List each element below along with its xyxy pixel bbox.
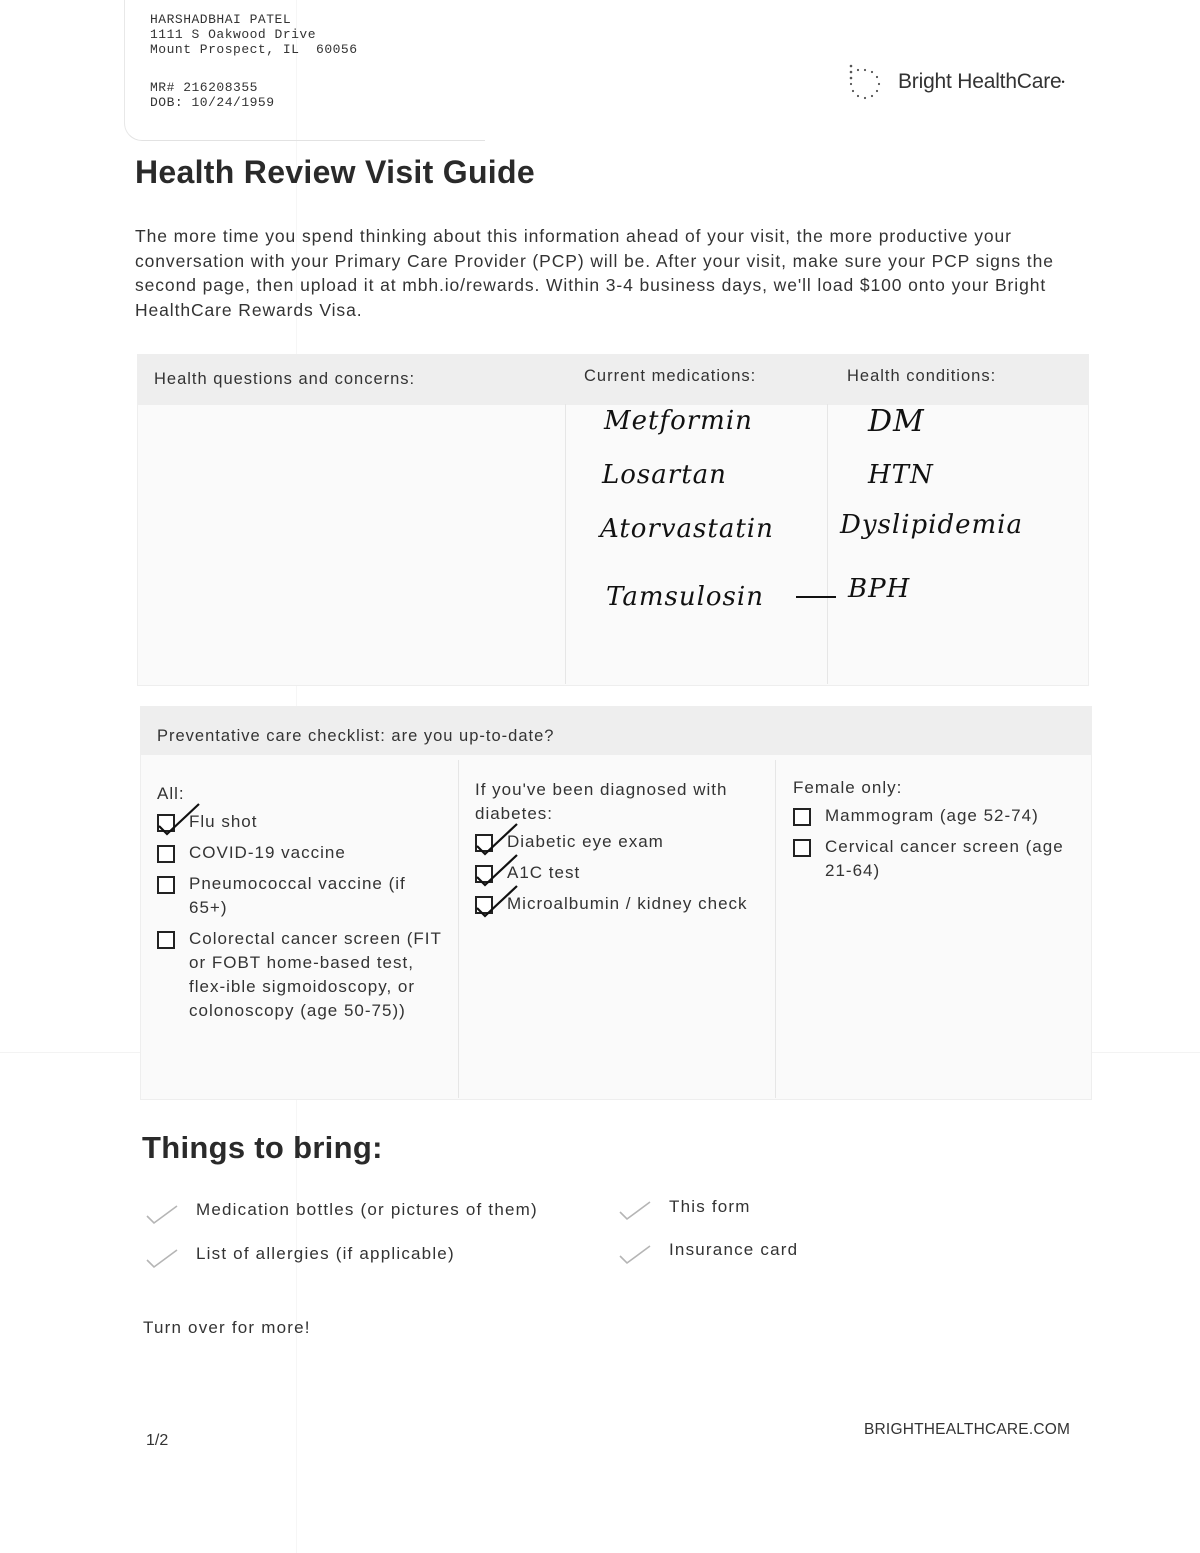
handwritten-check-icon [475, 884, 519, 918]
medication-entry: Metformin [604, 406, 753, 436]
handwritten-dash [796, 596, 836, 598]
condition-entry: BPH [848, 574, 911, 604]
column-heading: If you've been diagnosed with diabetes: [475, 780, 728, 823]
checklist-item-label: Cervical cancer screen (age 21-64) [825, 837, 1064, 880]
checklist-item-label: Colorectal cancer screen (FIT or FOBT home-based test, flex-ible sigmoidoscopy, or colonoscopy (age 50-75)) [189, 929, 442, 1020]
checklist-item-label: COVID-19 vaccine [189, 843, 346, 862]
handwritten-check-icon [157, 802, 201, 836]
intro-paragraph: The more time you spend thinking about this information ahead of your visit, the more productive your conversation with your Primary Care Provider (PCP) will be. After your visit, make sure your PCP signs the second page, then upload it at mbh.io/rewards. Within 3-4 business days, we'll load $100 onto your Bright HealthCare Rewards Visa. [135, 226, 1054, 320]
checklist-column-female [793, 776, 1083, 890]
bring-item: List of allergies (if applicable) [196, 1244, 455, 1263]
bring-item: This form [669, 1197, 751, 1216]
patient-dob: DOB: 10/24/1959 [150, 95, 275, 110]
checklist-item-label: Mammogram (age 52-74) [825, 806, 1039, 825]
check-mark-icon [145, 1204, 179, 1226]
medication-entry: Losartan [602, 460, 727, 490]
condition-entry: DM [868, 404, 925, 439]
checklist-column-diabetes [475, 778, 760, 923]
checkbox-checked[interactable] [475, 834, 493, 852]
patient-mrn: MR# 216208355 [150, 80, 258, 95]
checkbox-checked[interactable] [475, 865, 493, 883]
check-mark-icon [145, 1248, 179, 1270]
things-to-bring-heading: Things to bring: [142, 1130, 383, 1165]
patient-address-block [150, 12, 358, 110]
checkbox[interactable] [157, 845, 175, 863]
checklist-item [157, 927, 442, 1023]
medication-entry: Atorvastatin [600, 514, 774, 544]
column-divider [458, 760, 459, 1098]
column-heading: Female only: [793, 778, 903, 797]
bright-healthcare-logo [848, 62, 1065, 102]
checklist-item-label: Pneumococcal vaccine (if 65+) [189, 874, 406, 917]
checklist-item [157, 841, 442, 865]
checklist-item [793, 804, 1083, 828]
condition-entry: Dyslipidemia [840, 510, 1023, 540]
bring-item: Insurance card [669, 1240, 799, 1259]
check-mark-icon [618, 1244, 652, 1266]
checklist-column-all [157, 782, 442, 1030]
handwritten-check-icon [475, 853, 519, 887]
checklist-item [475, 830, 760, 854]
checklist-item-label: Diabetic eye exam [507, 832, 664, 851]
checkbox-checked[interactable] [475, 896, 493, 914]
checkbox[interactable] [157, 931, 175, 949]
column-divider [827, 404, 828, 684]
bright-dots-icon [848, 62, 886, 102]
col-header-conditions: Health conditions: [847, 367, 997, 385]
col-header-medications: Current medications: [584, 367, 757, 385]
col-header-questions: Health questions and concerns: [154, 370, 416, 388]
checklist-item [475, 861, 760, 885]
checkbox-checked[interactable] [157, 814, 175, 832]
checklist-item-label: Microalbumin / kidney check [507, 894, 748, 913]
checkbox[interactable] [793, 839, 811, 857]
website-link[interactable]: BRIGHTHEALTHCARE.COM [864, 1421, 1071, 1438]
patient-address-line-2: Mount Prospect, IL 60056 [150, 42, 358, 57]
checklist-item [475, 892, 760, 916]
medication-entry: Tamsulosin [606, 582, 764, 612]
checklist-title: Preventative care checklist: are you up-to-date? [157, 727, 555, 745]
turn-over-note: Turn over for more! [143, 1318, 311, 1337]
checklist-item [157, 810, 442, 834]
brand-name: Bright HealthCare [898, 70, 1062, 93]
page-number: 1/2 [146, 1432, 169, 1449]
column-divider [775, 760, 776, 1098]
patient-name: HARSHADBHAI PATEL [150, 12, 292, 27]
column-divider [565, 404, 566, 684]
handwritten-check-icon [475, 822, 519, 856]
checklist-item-label: A1C test [507, 863, 581, 882]
checklist-item-label: Flu shot [189, 812, 258, 831]
checklist-item [793, 835, 1083, 883]
column-heading: All: [157, 784, 185, 803]
checkbox[interactable] [157, 876, 175, 894]
brand-trademark: • [1061, 77, 1065, 87]
check-mark-icon [618, 1200, 652, 1222]
bring-item: Medication bottles (or pictures of them) [196, 1200, 538, 1219]
condition-entry: HTN [868, 460, 934, 490]
page-title: Health Review Visit Guide [135, 154, 535, 190]
checklist-item [157, 872, 442, 920]
patient-address-line-1: 1111 S Oakwood Drive [150, 27, 317, 42]
checkbox[interactable] [793, 808, 811, 826]
